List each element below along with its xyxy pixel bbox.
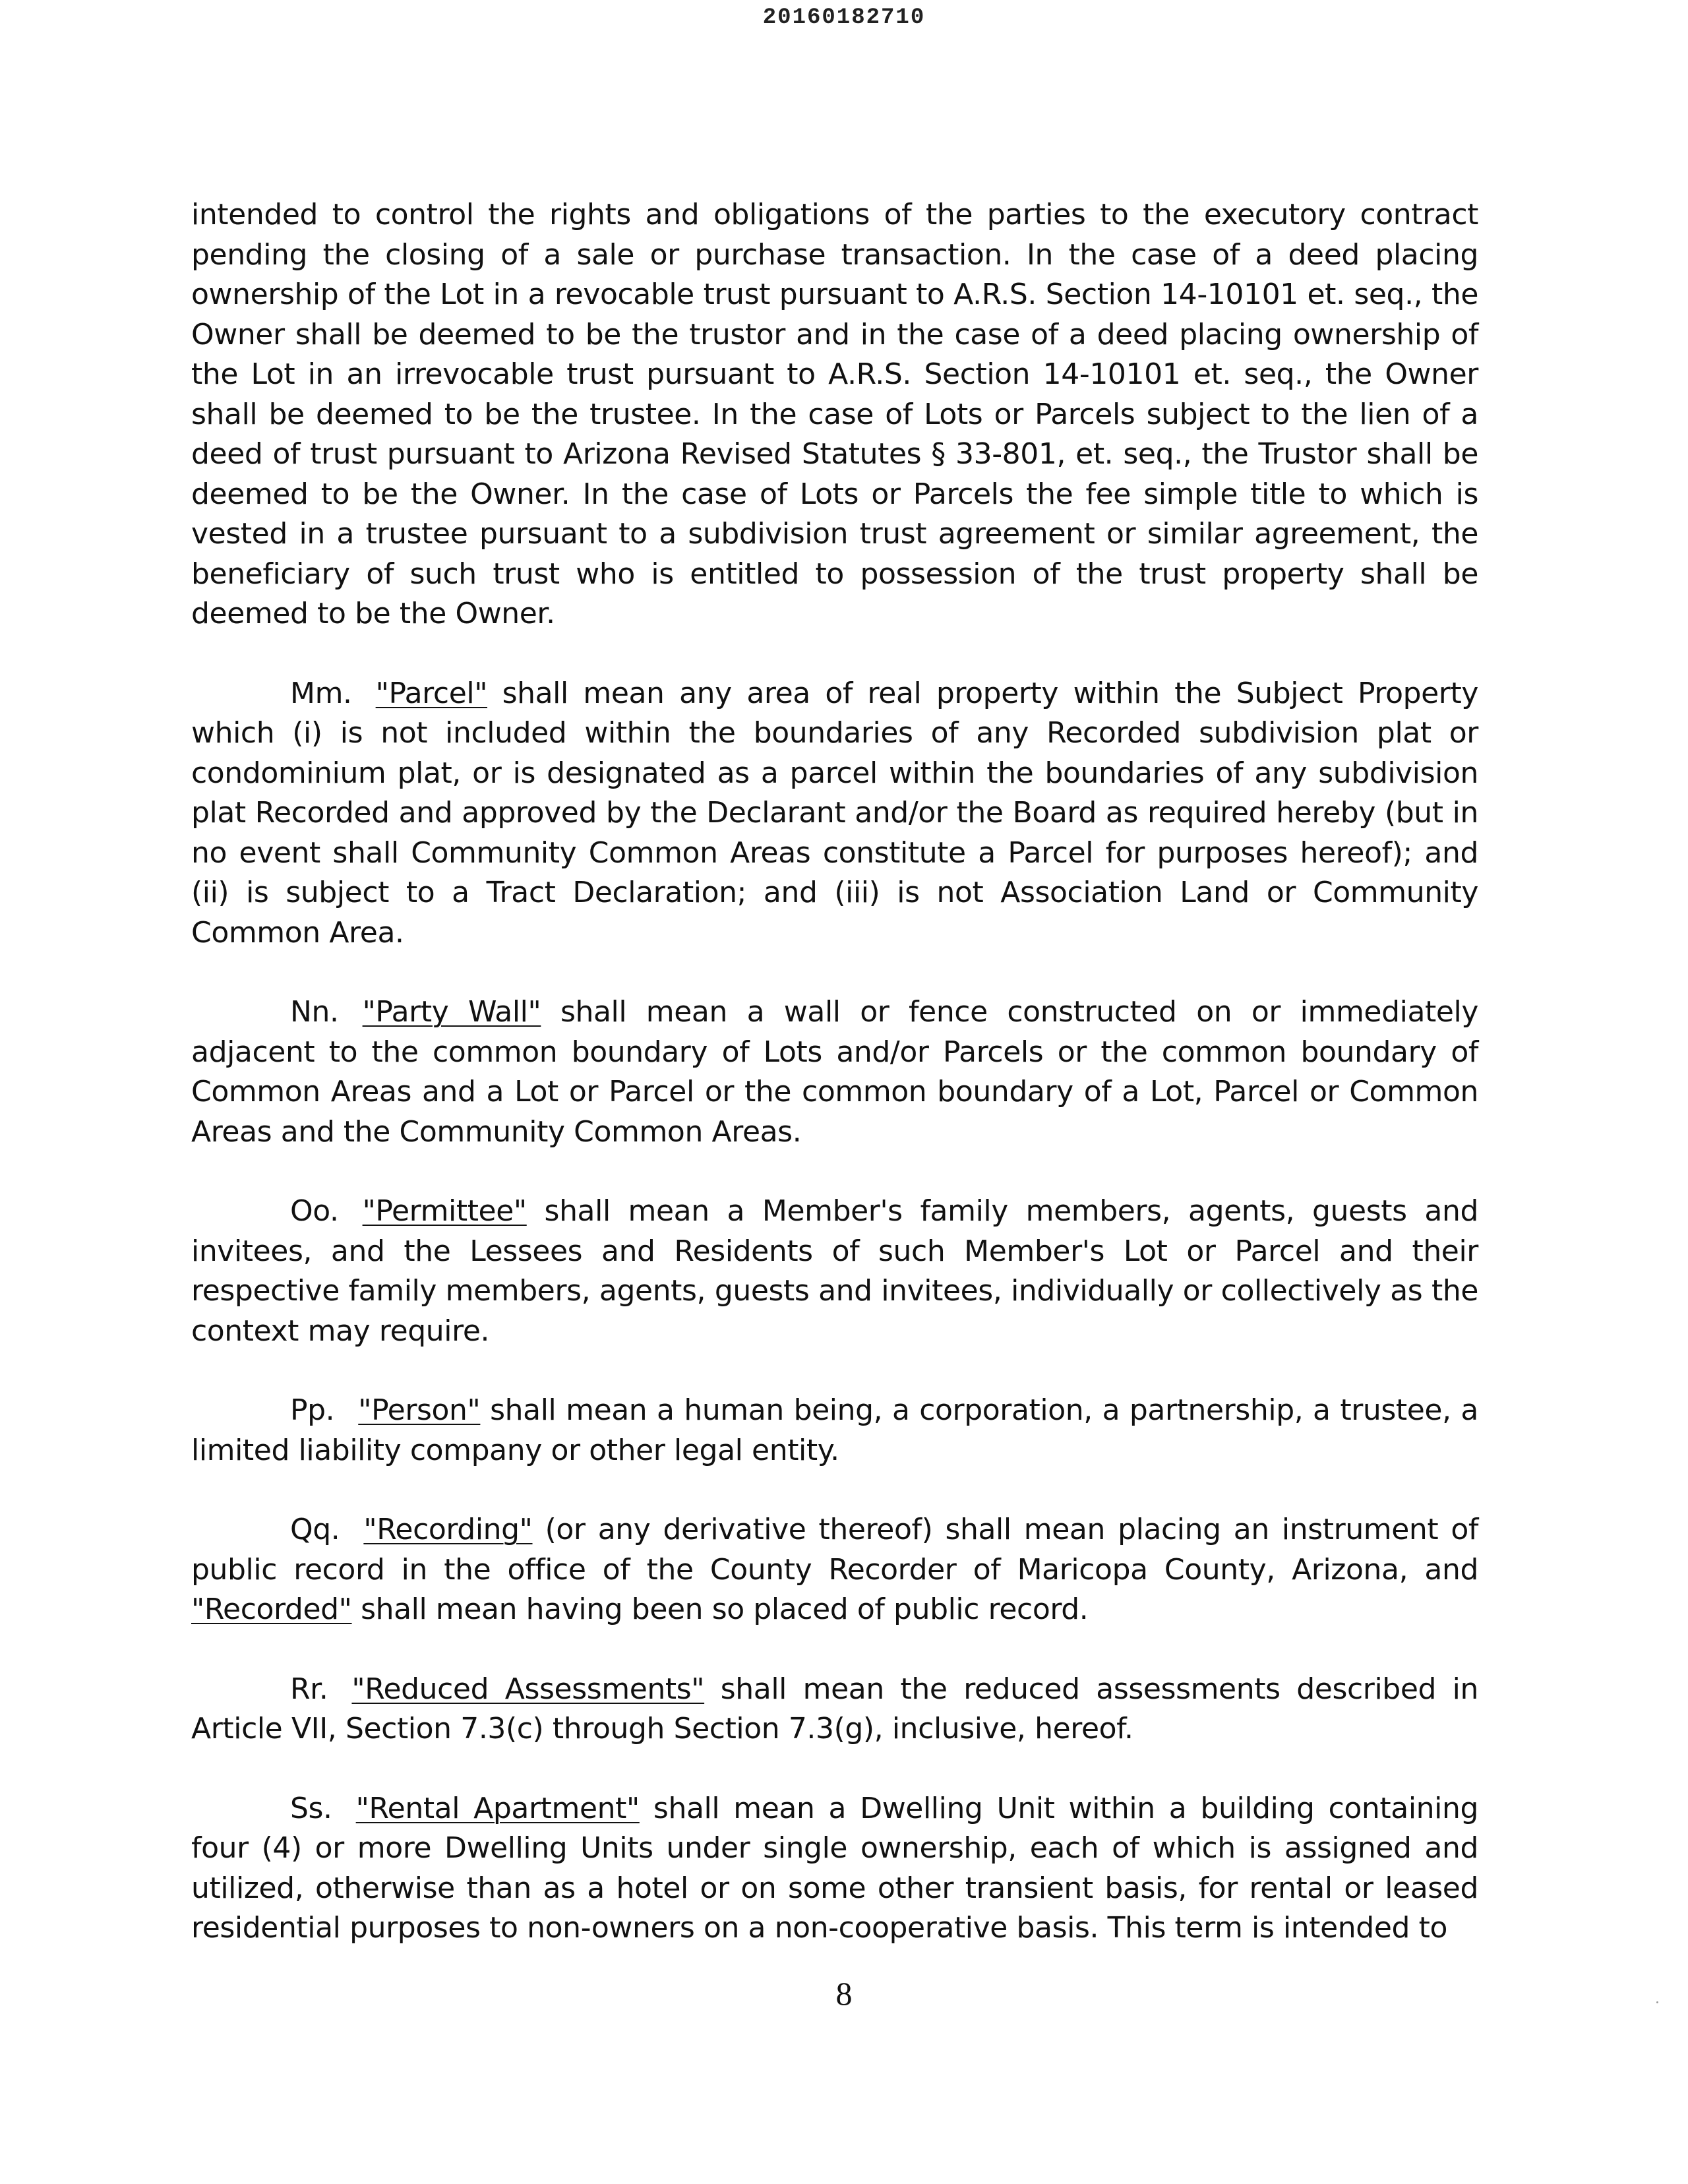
definition-label: Rr.	[290, 1672, 328, 1706]
continued-paragraph	[191, 195, 1478, 634]
document-body	[191, 195, 1478, 1988]
definition-label: Oo.	[290, 1194, 339, 1228]
defined-term: "Party Wall"	[362, 995, 541, 1029]
definition-party-wall	[191, 992, 1478, 1152]
definition-reduced-assessments	[191, 1670, 1478, 1749]
defined-term: "Permittee"	[362, 1194, 527, 1228]
definition-recording	[191, 1510, 1478, 1630]
definition-permittee	[191, 1192, 1478, 1351]
definition-label: Qq.	[290, 1513, 340, 1546]
definition-rental-apartment	[191, 1789, 1478, 1949]
definition-label: Nn.	[290, 995, 339, 1029]
definition-text-secondary: shall mean having been so placed of public record.	[351, 1592, 1089, 1626]
definition-text: shall mean a Member's family members, agents, guests and invitees, and the Lessees and Residents of such Member's Lot or Parcel and their respective family members, agents, guests and invitees, individually or collectively as the context may require.	[191, 1194, 1478, 1348]
defined-term: "Recording"	[363, 1513, 533, 1546]
definition-text: shall mean any area of real property within the Subject Property which (i) is not included within the boundaries of any Recorded subdivision plat or condominium plat, or is designated as a parcel within the boundaries of any subdivision plat Recorded and approved by the Declarant and/or the Board as required hereby (but in no event shall Community Common Areas constitute a Parcel for purposes hereof); and (ii) is subject to a Tract Declaration; and (iii) is not Association Land or Community Common Area.	[191, 676, 1478, 950]
definition-label: Pp.	[290, 1393, 335, 1427]
definition-label: Ss.	[290, 1791, 332, 1825]
definition-parcel	[191, 674, 1478, 954]
page-number: 8	[835, 1975, 853, 2012]
paragraph-text: intended to control the rights and obligations of the parties to the executory contract pending the closing of a sale or purchase transaction. In the case of a deed placing ownership of the Lot in a revocable trust pursuant to A.R.S. Section 14-10101 et. seq., the Owner shall be deemed to be the trustor and in the case of a deed placing ownership of the Lot in an irrevocable trust pursuant to A.R.S. Section 14-10101 et. seq., the Owner shall be deemed to be the trustee. In the case of Lots or Parcels subject to the lien of a deed of trust pursuant to Arizona Revised Statutes § 33-801, et. seq., the Trustor shall be deemed to be the Owner. In the case of Lots or Parcels the fee simple title to which is vested in a trustee pursuant to a subdivision trust agreement or similar agreement, the beneficiary of such trust who is entitled to possession of the trust property shall be deemed to be the Owner.	[191, 198, 1478, 630]
definition-text: shall mean the reduced assessments described in Article VII, Section 7.3(c) through Section 7.3(g), inclusive, hereof.	[191, 1672, 1478, 1745]
definition-text: shall mean a wall or fence constructed on or immediately adjacent to the common boundary of Lots and/or Parcels or the common boundary of Common Areas and a Lot or Parcel or the common boundary of a Lot, Parcel or Common Areas and the Community Common Areas.	[191, 995, 1479, 1149]
defined-term: "Reduced Assessments"	[351, 1672, 705, 1706]
defined-term-secondary: "Recorded"	[191, 1592, 352, 1626]
defined-term: "Parcel"	[375, 676, 488, 710]
definition-person	[191, 1391, 1478, 1471]
definition-label: Mm.	[290, 676, 352, 710]
scan-speck	[1656, 2001, 1658, 2003]
defined-term: "Person"	[358, 1393, 481, 1427]
definition-text: shall mean a human being, a corporation, a partnership, a trustee, a limited liability company or other legal entity.	[191, 1393, 1478, 1467]
defined-term: "Rental Apartment"	[355, 1791, 640, 1825]
document-number: 20160182710	[762, 5, 926, 30]
definition-text: (or any derivative thereof) shall mean placing an instrument of public record in the office of the County Recorder of Maricopa County, Arizona, and	[191, 1513, 1478, 1587]
definition-text: shall mean a Dwelling Unit within a building containing four (4) or more Dwelling Units under single ownership, each of which is assigned and utilized, otherwise than as a hotel or on some other transient basis, for rental or leased residential purposes to non-owners on a non-cooperative basis. This term is intended to	[191, 1791, 1478, 1945]
